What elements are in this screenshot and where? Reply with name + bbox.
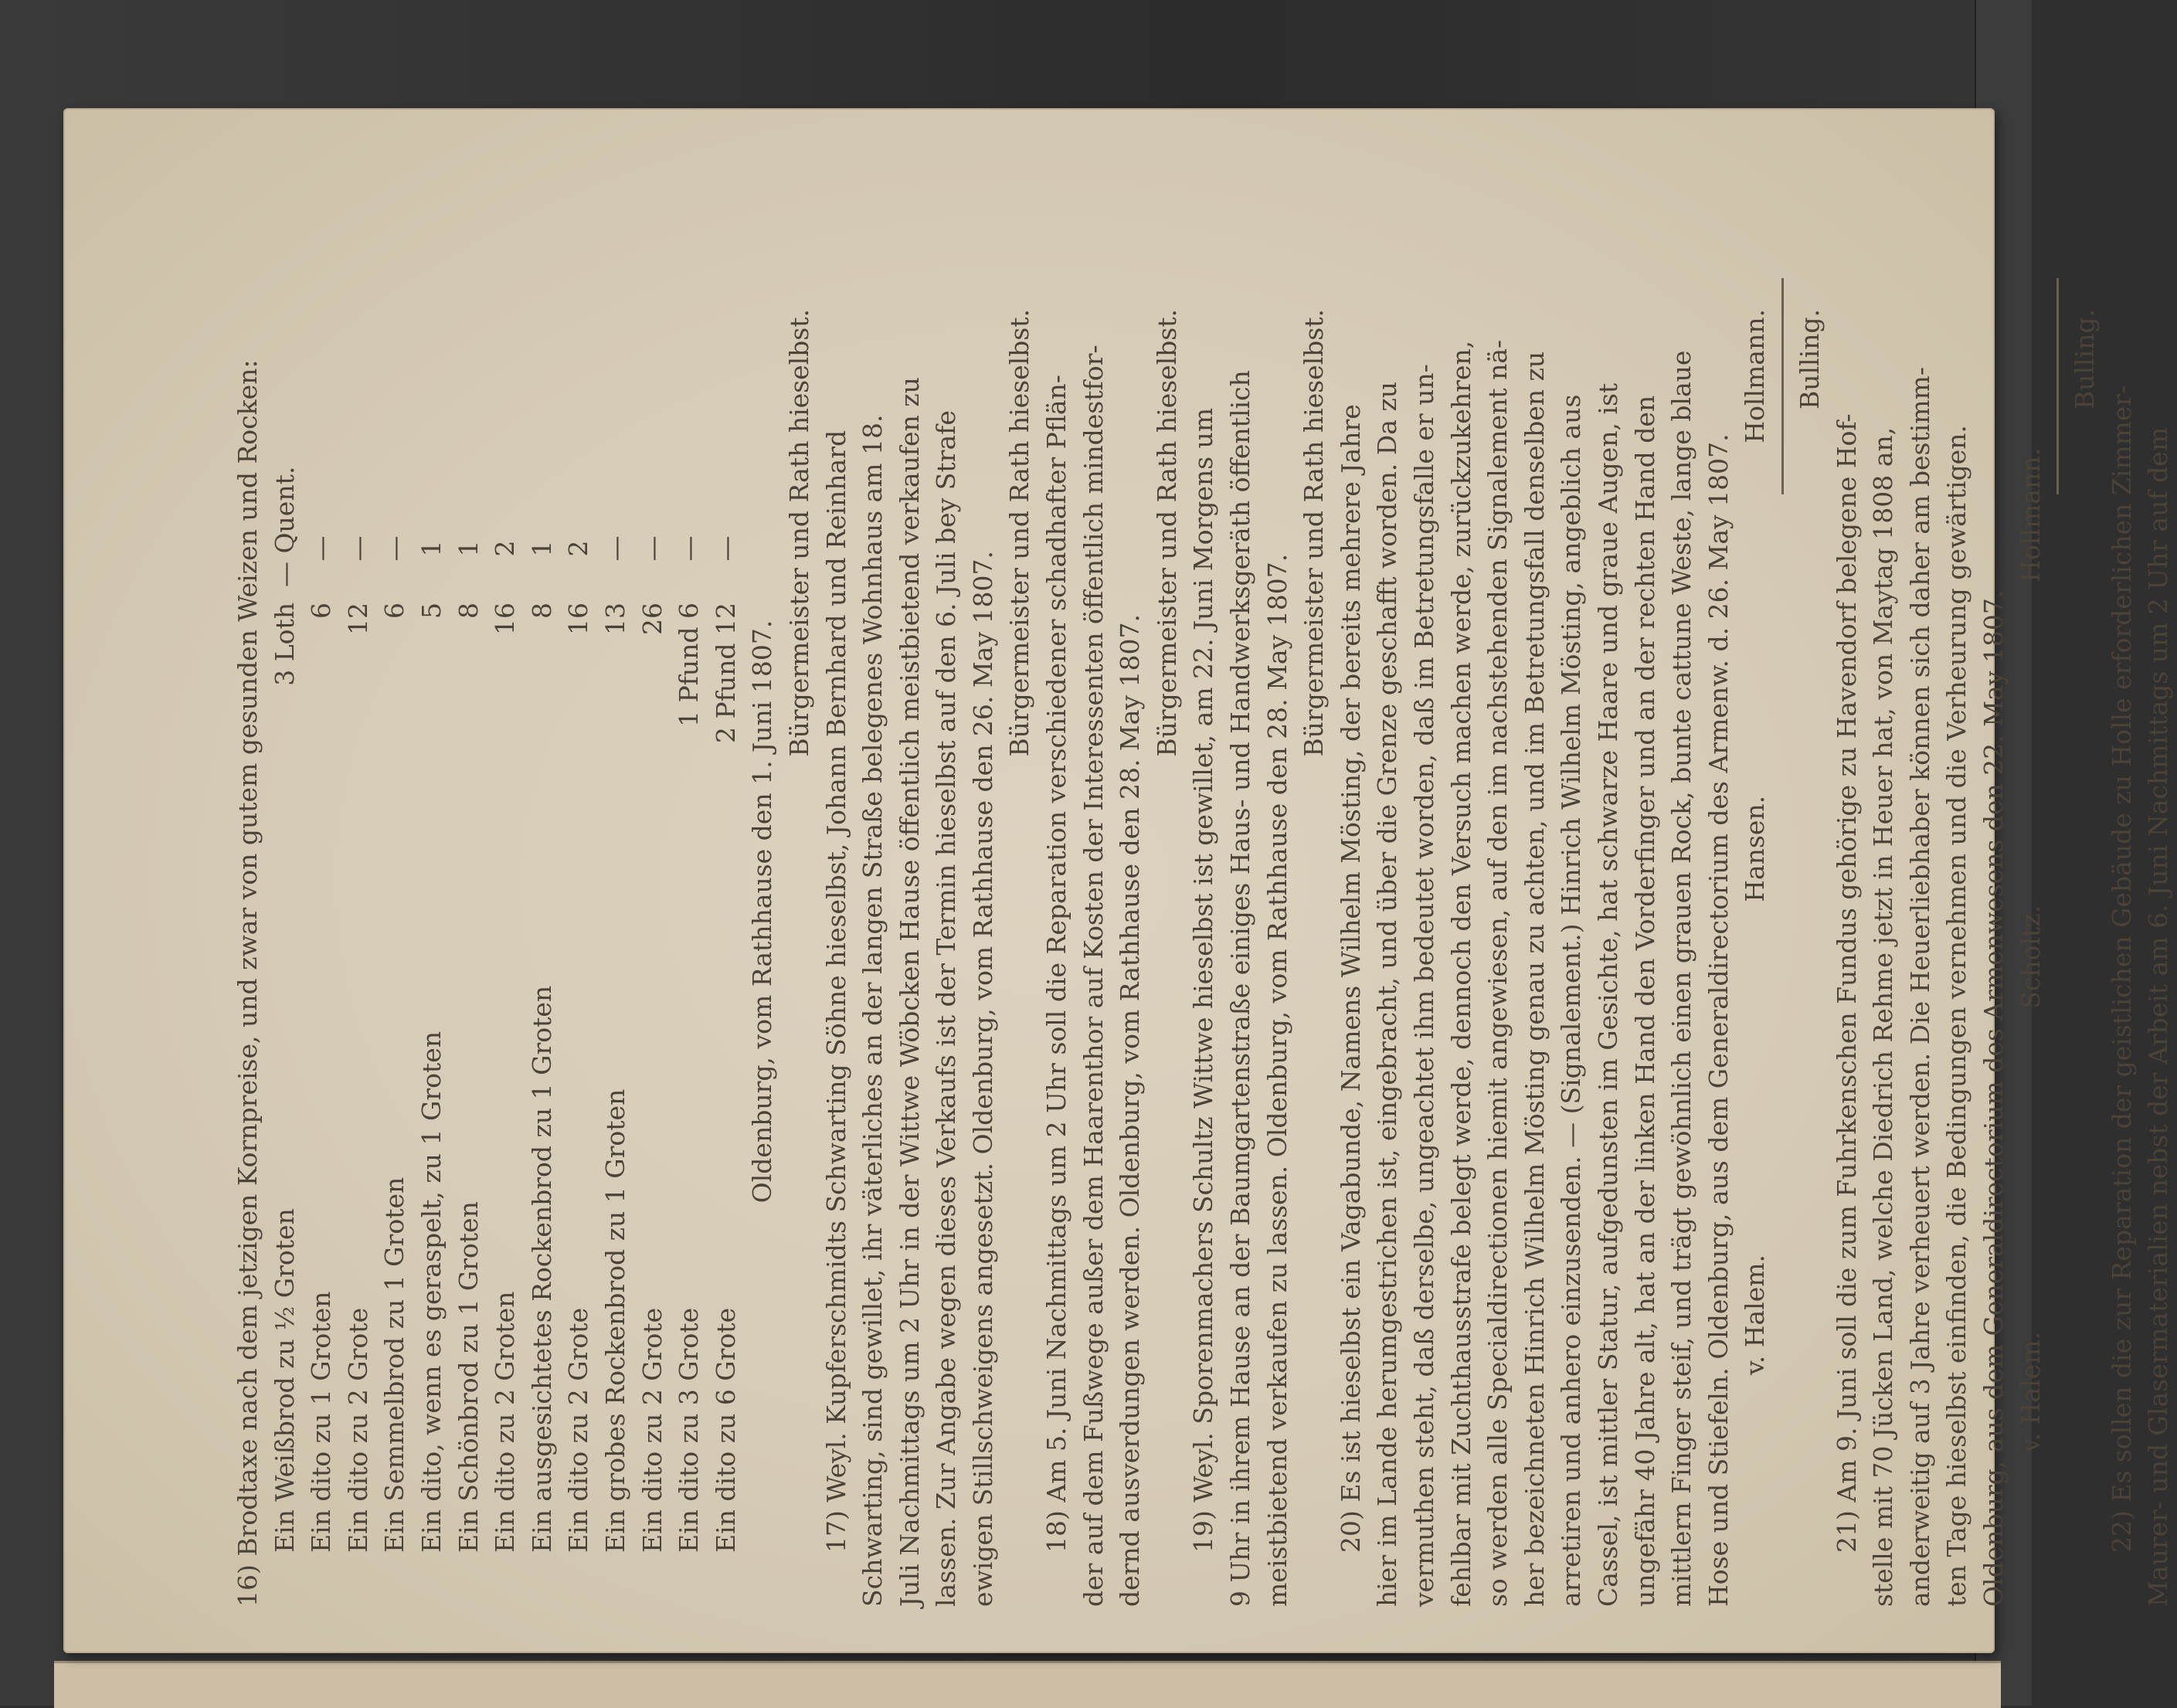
notice-20 <box>1333 216 1737 1607</box>
price-row <box>413 216 450 1607</box>
p16-signature: Bürgermeister und Rath hieselbst. <box>783 309 814 757</box>
lower-page-edge <box>54 1661 2001 1708</box>
p20-sig-bulling: Bulling. <box>1794 309 1825 410</box>
notice-22 <box>2104 216 2177 1607</box>
price-item: Ein grobes Rockenbrod zu 1 Groten <box>599 1088 630 1553</box>
text-line: Schwarting, sind gewillet, ihr väterliches an der langen Straße belegenes Wohnhaus am 18. <box>858 414 888 1607</box>
p16-date-line: Oldenburg, vom Rathhause den 1. Juni 1807. <box>747 620 778 1204</box>
price-quantity: 6 <box>306 603 337 619</box>
price-row <box>303 216 340 1607</box>
rotated-text-block <box>229 216 2174 1607</box>
price-quantity: 16 <box>490 603 521 635</box>
price-row <box>487 216 524 1607</box>
notice-signature: Bürgermeister und Rath hieselbst. <box>1299 309 1330 757</box>
p20-signatures <box>1737 216 1774 1607</box>
text-line: 9 Uhr in ihrem Hause an der Baumgartenstraße einiges Haus- und Handwerksgeräth öffentlich <box>1225 370 1256 1607</box>
notice-18 <box>1038 216 1185 1607</box>
price-item: Ein Schönbrod zu 1 Groten <box>453 1201 484 1553</box>
price-quent: — <box>637 535 667 562</box>
notice-signature: Bürgermeister und Rath hieselbst. <box>1151 309 1182 757</box>
divider-rule <box>1781 278 1784 494</box>
price-item: Ein dito zu 2 Grote <box>563 1307 594 1553</box>
notice-17 <box>818 216 1039 1607</box>
price-quent: — <box>599 535 630 562</box>
text-line: stelle mit 70 Jücken Land, welche Diedrich Rehme jetzt in Heuer hat, von Maytag 1808 an, <box>1868 426 1899 1607</box>
text-line: hier im Lande herumgestrichen ist, eingebracht, und über die Grenze geschafft worden. Da zu <box>1372 381 1403 1607</box>
price-item: Ein ausgesichtetes Rockenbrod zu 1 Groten <box>526 985 557 1553</box>
notice-19 <box>1185 216 1332 1607</box>
text-line: vermuthen steht, daß derselbe, ungeachtet ihm bedeutet worden, daß im Betretungsfalle er un- <box>1409 364 1439 1607</box>
p21-signatures <box>2012 216 2050 1607</box>
price-quantity: 6 <box>379 603 410 619</box>
notice-signature: Bürgermeister und Rath hieselbst. <box>1004 309 1035 757</box>
price-row <box>634 216 671 1607</box>
price-item: Ein Weißbrod zu ½ Groten <box>269 1208 300 1553</box>
text-line: 19) Weyl. Sporenmachers Schultz Wittwe hieselbst ist gewillet, am 22. Juni Morgens um <box>1188 407 1219 1553</box>
notice-21 <box>1829 216 2012 1607</box>
text-line: 20) Es ist hieselbst ein Vagabunde, Namens Wilhelm Mösting, der bereits mehrere Jahre <box>1335 404 1366 1553</box>
text-line: fehlbar mit Zuchthausstrafe belegt werde, dennoch den Versuch machen werde, zurückzukehren, <box>1445 340 1476 1607</box>
price-row <box>267 216 304 1607</box>
p20-sig-hollmann: Hollmann. <box>1740 309 1771 443</box>
price-quent: — <box>306 535 337 562</box>
text-line: Hose und Stiefeln. Oldenburg, aus dem Generaldirectorium des Armenw. d. 26. May 1807. <box>1703 433 1734 1607</box>
text-line: 18) Am 5. Juni Nachmittags um 2 Uhr soll die Reparation verschiedener schadhafter Pflän- <box>1041 375 1072 1553</box>
text-line: ten Tage hieselbst einfinden, die Bedingungen vernehmen und die Verheurung gewärtigen. <box>1941 425 1972 1607</box>
price-quantity: 16 <box>563 603 594 635</box>
text-line: mittlern Finger steif, und trägt gewöhnlich einen grauen Rock, bunte cattune Weste, lange blaue <box>1666 350 1697 1607</box>
price-quent: — Quent. <box>269 466 300 587</box>
text-line: Cassel, ist mittler Statur, aufgedunsten im Gesichte, hat schwarze Haare und graue Augen, ist <box>1592 382 1623 1607</box>
price-quantity: 26 <box>637 603 667 635</box>
p16-intro: 16) Brodtaxe nach dem jetzigen Kornpreise, und zwar von gutem gesunden Weizen und Rocken: <box>233 359 263 1607</box>
price-row <box>708 216 745 1607</box>
text-line: Maurer- und Glasermaterialien nebst der Arbeit am 6. Juni Nachmittags um 2 Uhr auf dem <box>2143 426 2174 1607</box>
price-row <box>376 216 413 1607</box>
p21-sig-hollmann: Hollmann. <box>2015 448 2046 582</box>
price-item: Ein dito zu 2 Groten <box>490 1291 521 1553</box>
price-row <box>450 216 487 1607</box>
text-line: Oldenburg, aus dem Generaldirectorium des Armenwesens den 22. May 1807. <box>1978 589 2009 1607</box>
price-quantity: 8 <box>453 603 484 619</box>
price-quantity: 3 Loth <box>269 603 300 686</box>
text-line: ungefähr 40 Jahre alt, hat an der linken Hand den Vorderfinger und an der rechten Hand den <box>1629 395 1660 1607</box>
price-item: Ein Semmelbrod zu 1 Groten <box>379 1177 410 1553</box>
price-item: Ein dito zu 2 Grote <box>637 1307 667 1553</box>
text-line: dernd ausverdungen werden. Oldenburg, vom Rathhause den 28. May 1807. <box>1115 613 1146 1607</box>
price-item: Ein dito zu 2 Grote <box>342 1307 373 1553</box>
price-quantity: 1 Pfund 6 <box>674 603 705 728</box>
p21-sig-scholtz: Scholtz. <box>2015 905 2046 1009</box>
text-line: 22) Es sollen die zur Reparation der geistlichen Gebäude zu Holle erforderlichen Zimmer- <box>2106 385 2137 1553</box>
price-item: Ein dito zu 1 Groten <box>306 1291 337 1553</box>
price-quent: 1 <box>526 540 557 557</box>
price-quent: 1 <box>453 540 484 557</box>
price-quantity: 2 Pfund 12 <box>710 603 741 744</box>
price-quantity: 13 <box>599 603 630 635</box>
price-quent: — <box>342 535 373 562</box>
text-line: 21) Am 9. Juni soll die zum Fuhrkenschen Fundus gehörige zu Havendorf belegene Hof- <box>1831 413 1862 1553</box>
price-quantity: 8 <box>526 603 557 619</box>
text-line: ewigen Stillschweigens angesetzt. Oldenburg, vom Rathhause den 26. May 1807. <box>967 551 998 1607</box>
text-line: lassen. Zur Angabe wegen dieses Verkaufs ist der Termin hieselbst auf den 6. Juli bey Strafe <box>931 410 962 1607</box>
p20-sig-hansen: Hansen. <box>1740 795 1771 902</box>
price-quent: — <box>710 535 741 562</box>
price-quent: — <box>379 535 410 562</box>
text-line: arretiren und anhero einzusenden. — (Signalement.) Hinrich Wilhelm Mösting, angeblich aus <box>1556 394 1587 1607</box>
text-line: meistbietend verkaufen zu lassen. Oldenburg, vom Rathhause den 28. May 1807. <box>1262 553 1292 1607</box>
price-quent: 1 <box>416 540 447 557</box>
price-row <box>560 216 597 1607</box>
p20-sig-halem: v. Halem. <box>1740 1254 1771 1375</box>
text-line: 17) Weyl. Kupferschmidts Schwarting Söhne hieselbst, Johann Bernhard und Reinhard <box>820 430 851 1553</box>
price-row <box>340 216 377 1607</box>
price-quent: — <box>674 535 705 562</box>
price-item: Ein dito, wenn es geraspelt, zu 1 Groten <box>416 1031 447 1553</box>
price-item: Ein dito zu 3 Grote <box>674 1307 705 1553</box>
text-line: Juli Nachmittags um 2 Uhr in der Wittwe Wöbcken Hause öffentlich meistbietend verkaufen zu <box>894 377 925 1607</box>
price-row <box>597 216 634 1607</box>
price-quantity: 12 <box>342 603 373 635</box>
text-line: so werden alle Specialdirectionen hiemit angewiesen, auf den im nachstehenden Signalement nä- <box>1482 339 1513 1607</box>
p21-sig-halem: v. Halem. <box>2015 1331 2046 1452</box>
price-quantity: 5 <box>416 603 447 619</box>
divider-rule-2 <box>2056 278 2059 494</box>
text-line: her bezeichneten Hinrich Wilhelm Mösting genau zu achten, und im Betretungsfall denselben zu <box>1519 351 1550 1607</box>
price-quent: 2 <box>490 540 521 557</box>
bread-price-table <box>267 216 745 1607</box>
price-row <box>524 216 561 1607</box>
price-item: Ein dito zu 6 Grote <box>710 1307 741 1553</box>
document-page <box>63 108 2174 1653</box>
text-line: anderweitig auf 3 Jahre verheuert werden. Die Heuerliebhaber können sich daher am bestimm- <box>1904 367 1935 1607</box>
price-quent: 2 <box>563 540 594 557</box>
price-row <box>671 216 708 1607</box>
text-line: der auf dem Fußwege außer dem Haarenthor auf Kosten der Interessenten öffentlich mindestfor- <box>1078 345 1109 1607</box>
p21-sig-bulling: Bulling. <box>2070 309 2101 410</box>
